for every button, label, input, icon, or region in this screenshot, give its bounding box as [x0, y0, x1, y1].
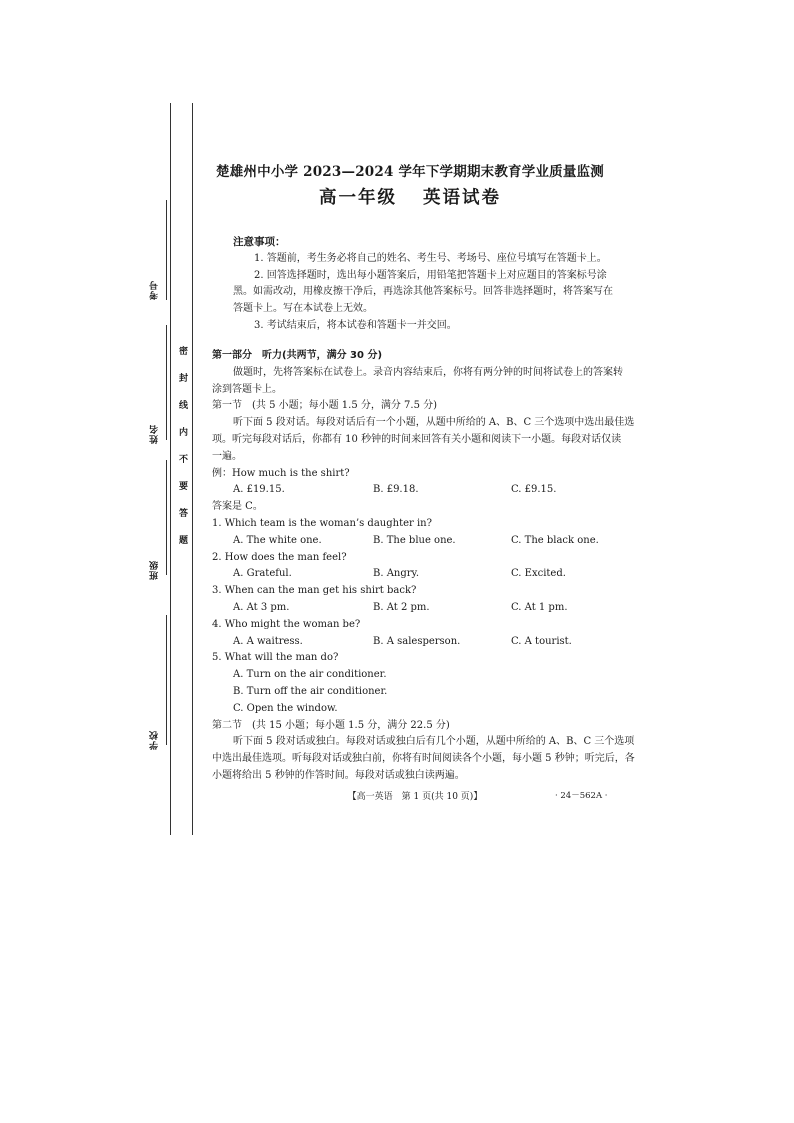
- notice-item-2-cont: 答题卡上。写在本试卷上无效。: [233, 303, 373, 315]
- question-1: [212, 516, 614, 550]
- section2-intro: 听下面 5 段对话或独白。每段对话或独白后有几个小题，从题中所给的 A、B、C 三个选项: [233, 736, 635, 748]
- option-a: A. The white one.: [233, 534, 322, 546]
- option-b: B. A salesperson.: [373, 635, 461, 647]
- page-footer: 【高一英语 第 1 页(共 10 页)】: [347, 792, 483, 802]
- section2-intro-cont: 中选出最佳选项。听每段对话或独白前，你将有时间阅读各个小题，每小题 5 秒钟；听完后，各: [212, 753, 635, 765]
- question-text: 2. How does the man feel?: [212, 551, 347, 563]
- class-label: 班级: [150, 560, 160, 580]
- option-a: A. Grateful.: [233, 568, 292, 580]
- option-b: B. £9.18.: [373, 484, 419, 496]
- question-text: 4. Who might the woman be?: [212, 618, 361, 630]
- notice-item-2-cont: 黑。如需改动，用橡皮擦干净后，再选涂其他答案标号。回答非选择题时，将答案写在: [233, 286, 613, 298]
- question-text: 1. Which team is the woman’s daughter in?: [212, 517, 432, 529]
- seal-line-warning: 密封线内不要答题: [177, 346, 187, 562]
- example-answer: 答案是 C。: [212, 501, 263, 513]
- student-id-blank: [166, 200, 167, 300]
- section2-intro-cont: 小题将给出 5 秒钟的作答时间。每段对话或独白读两遍。: [212, 769, 465, 781]
- grade-label: 高一年级: [319, 188, 397, 208]
- notice-heading: 注意事项：: [233, 236, 286, 248]
- name-label: 姓名: [150, 424, 160, 444]
- binding-line-inner: [192, 103, 193, 835]
- exam-title: 楚雄州中小学 2023—2024 学年下学期期末教育学业质量监测: [216, 164, 604, 180]
- section1-intro-cont: 项。听完每段对话后，你都有 10 秒钟的时间来回答有关小题和阅读下一小题。每段对话仅读: [212, 433, 622, 445]
- section1-intro: 听下面 5 段对话。每段对话后有一个小题，从题中所给的 A、B、C 三个选项中选出最佳选: [233, 417, 635, 429]
- part1-listening: [212, 348, 635, 785]
- question-text: 3. When can the man get his shirt back?: [212, 585, 417, 597]
- part1-intro: 做题时，先将答案标在试卷上。录音内容结束后，你将有两分钟的时间将试卷上的答案转: [233, 366, 623, 378]
- name-blank: [166, 325, 167, 440]
- option-b: B. Turn off the air conditioner.: [233, 685, 388, 697]
- option-b: B. Angry.: [373, 568, 420, 580]
- option-c: C. Excited.: [511, 568, 566, 580]
- question-text: 5. What will the man do?: [212, 652, 339, 664]
- question-options: [212, 533, 614, 550]
- subject-label: 英语试卷: [423, 188, 501, 208]
- notice-item-2: 2. 回答选择题时，选出每小题答案后，用铅笔把答题卡上对应题目的答案标号涂: [254, 269, 607, 281]
- question-options: [212, 566, 614, 583]
- section1-intro-cont: 一遍。: [212, 450, 242, 462]
- section2-heading: 第二节 (共 15 小题；每小题 1.5 分，满分 22.5 分): [212, 719, 450, 731]
- option-b: B. At 2 pm.: [373, 601, 430, 613]
- part1-heading: 第一部分 听力(共两节，满分 30 分): [212, 350, 383, 361]
- question-5: [212, 650, 614, 717]
- paper-code: · 24－562A ·: [555, 791, 608, 801]
- exam-subtitle: [200, 184, 620, 209]
- question-options: [212, 634, 614, 651]
- option-a: A. A waitress.: [233, 635, 303, 647]
- option-a: A. £19.15.: [233, 484, 285, 496]
- school-label: 学校: [150, 730, 160, 750]
- option-c: C. A tourist.: [511, 635, 572, 647]
- option-c: C. The black one.: [511, 534, 599, 546]
- example-question: 例：How much is the shirt?: [212, 467, 350, 479]
- option-a: A. Turn on the air conditioner.: [233, 669, 387, 681]
- question-options: [212, 600, 614, 617]
- question-3: [212, 583, 614, 617]
- example-options: [212, 482, 614, 499]
- notice-item-1: 1. 答题前，考生务必将自己的姓名、考生号、考场号、座位号填写在答题卡上。: [254, 252, 607, 264]
- part1-intro-cont: 涂到答题卡上。: [212, 383, 282, 395]
- class-blank: [166, 460, 167, 575]
- notice-section: [212, 234, 614, 335]
- question-2: [212, 550, 614, 584]
- section1-heading: 第一节 (共 5 小题；每小题 1.5 分，满分 7.5 分): [212, 400, 438, 412]
- notice-item-3: 3. 考试结束后，将本试卷和答题卡一并交回。: [254, 319, 457, 331]
- option-c: C. At 1 pm.: [511, 601, 568, 613]
- option-a: A. At 3 pm.: [233, 601, 290, 613]
- option-b: B. The blue one.: [373, 534, 456, 546]
- binding-line-outer: [170, 103, 171, 835]
- option-c: C. Open the window.: [233, 702, 338, 714]
- option-c: C. £9.15.: [511, 484, 557, 496]
- student-id-label: 考号: [150, 280, 160, 300]
- school-blank: [166, 615, 167, 745]
- question-4: [212, 617, 614, 651]
